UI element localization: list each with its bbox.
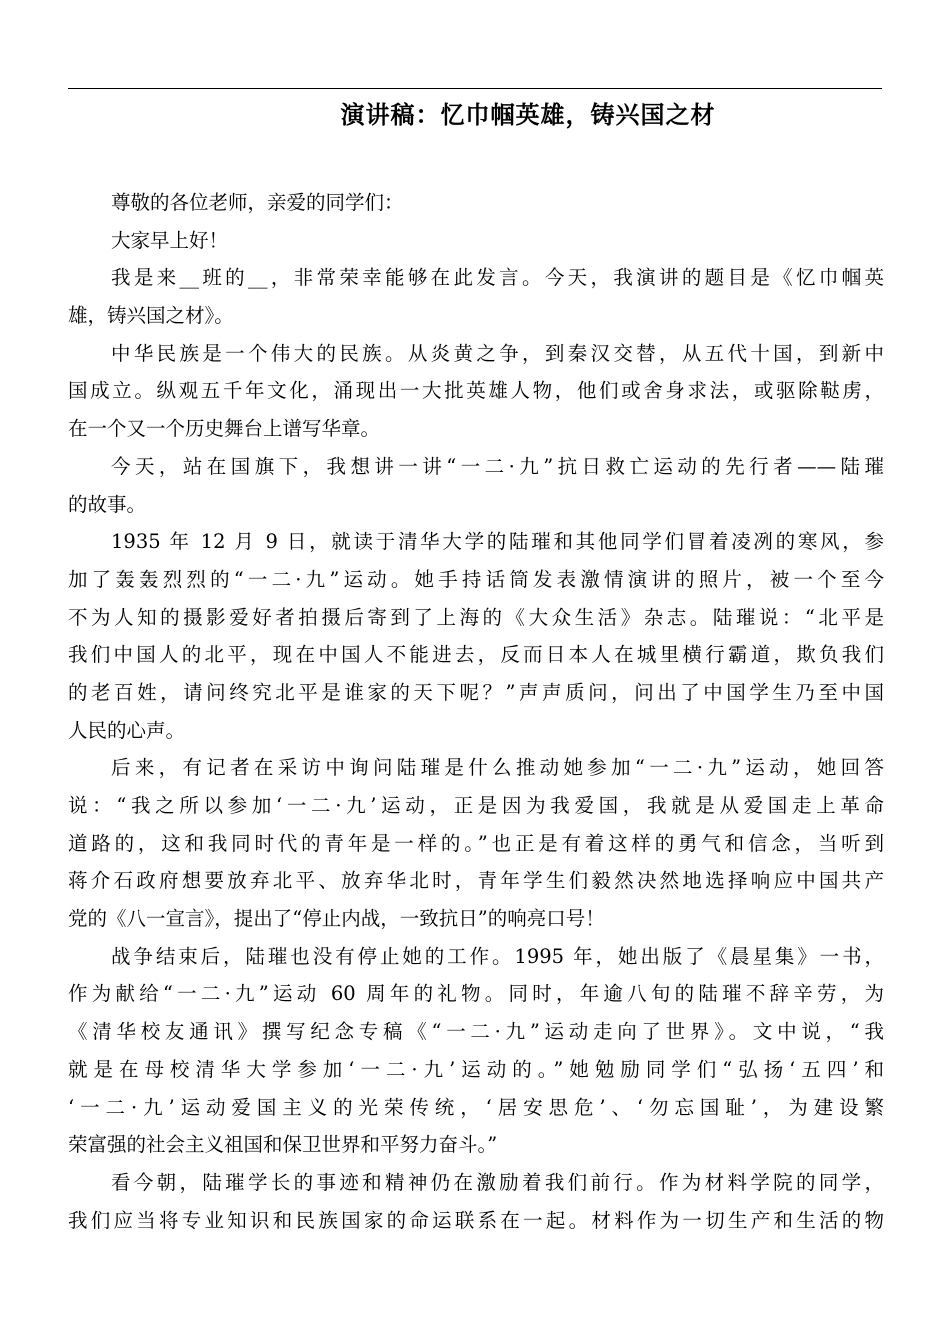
- text-line: 今天，站在国旗下，我想讲一讲“一二·九”抗日救亡运动的先行者——陆璀: [111, 454, 884, 478]
- text-line: 的故事。: [68, 492, 147, 516]
- text-line: 说：“我之所以参加‘一二·九’运动，正是因为我爱国，我就是从爱国走上革命: [68, 794, 884, 817]
- text-line: 中华民族是一个伟大的民族。从炎黄之争，到秦汉交替，从五代十国，到新中: [111, 341, 884, 365]
- text-line: 的老百姓，请问终究北平是谁家的天下呢？”声声质问，问出了中国学生乃至中国: [68, 680, 884, 704]
- text-line: 看今朝，陆璀学长的事迹和精神仍在激励着我们前行。作为材料学院的同学，: [111, 1170, 884, 1194]
- text-line: 雄，铸兴国之材》。: [68, 304, 234, 328]
- text-line: 人民的心声。: [68, 718, 186, 742]
- text-line: 荣富强的社会主义祖国和保卫世界和平努力奋斗。”: [68, 1133, 498, 1157]
- text-line: 道路的，这和我同时代的青年是一样的。”也正是有着这样的勇气和信念，当听到: [68, 831, 884, 855]
- text-line: 我们应当将专业知识和民族国家的命运联系在一起。材料作为一切生产和生活的物: [68, 1208, 884, 1232]
- text-line: 加了轰轰烈烈的“一二·九”运动。她手持话筒发表激情演讲的照片，被一个至今: [68, 567, 884, 591]
- header-rule: [68, 88, 882, 89]
- text-line: 我们中国人的北平，现在中国人不能进去，反而日本人在城里横行霸道，欺负我们: [68, 643, 884, 667]
- text-line: 《清华校友通讯》撰写纪念专稿《“一二·九”运动走向了世界》。文中说，“我: [68, 1020, 884, 1044]
- text-line: 蒋介石政府想要放弃北平、放弃华北时，青年学生们毅然决然地选择响应中国共产: [68, 869, 884, 893]
- text-line: 在一个又一个历史舞台上谱写华章。: [68, 417, 381, 441]
- text-line: 1935 年 12 月 9 日，就读于清华大学的陆璀和其他同学们冒着凌冽的寒风，参: [111, 530, 884, 554]
- text-line: 我是来__班的__，非常荣幸能够在此发言。今天，我演讲的题目是《忆巾帼英: [111, 266, 884, 290]
- document-body: [68, 184, 884, 1239]
- text-line: ‘一二·九’运动爱国主义的光荣传统，‘居安思危’、‘勿忘国耻’，为建设繁: [68, 1095, 884, 1119]
- text-line: 后来，有记者在采访中询问陆璀是什么推动她参加“一二·九”运动，她回答: [111, 756, 884, 780]
- text-line: 大家早上好！: [111, 228, 229, 252]
- text-line: 作为献给“一二·九”运动 60 周年的礼物。同时，年逾八旬的陆璀不辞辛劳，为: [68, 982, 884, 1006]
- text-line: 就是在母校清华大学参加‘一二·九’运动的。”她勉励同学们“弘扬‘五四’和: [68, 1057, 884, 1081]
- text-line: 不为人知的摄影爱好者拍摄后寄到了上海的《大众生活》杂志。陆璀说：“北平是: [68, 605, 884, 629]
- document-title: 演讲稿：忆巾帼英雄，铸兴国之材: [340, 101, 716, 129]
- text-line: 战争结束后，陆璀也没有停止她的工作。1995 年，她出版了《晨星集》一书，: [111, 944, 884, 968]
- text-line: 国成立。纵观五千年文化，涌现出一大批英雄人物，他们或舍身求法，或驱除鞑虏，: [68, 379, 884, 403]
- text-line: 尊敬的各位老师，亲爱的同学们：: [111, 191, 404, 214]
- text-line: 党的《八一宣言》，提出了“停止内战，一致抗日”的响亮口号！: [68, 907, 605, 931]
